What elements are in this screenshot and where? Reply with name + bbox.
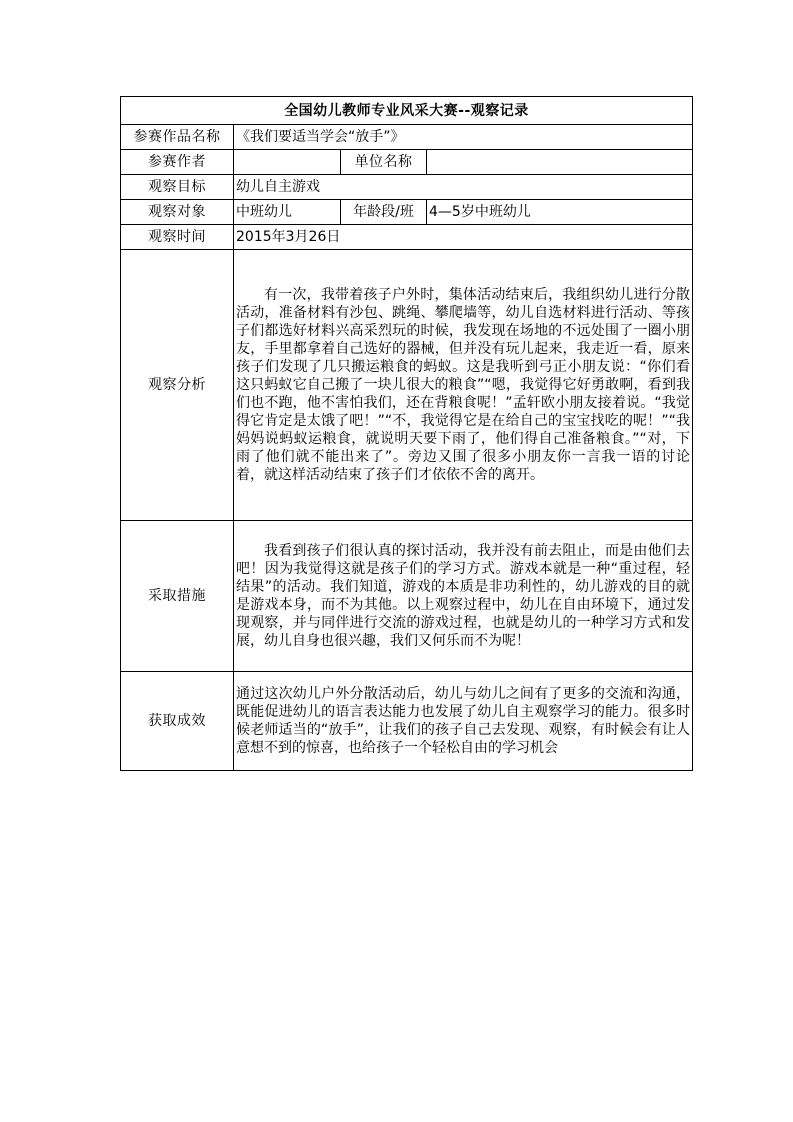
author-value	[234, 150, 341, 175]
results-cell	[234, 672, 693, 771]
results-text: 通过这次幼儿户外分散活动后，幼儿与幼儿之间有了更多的交流和沟通，既能促进幼儿的语言表达能力也发展了幼儿自主观察学习的能力。很多时候老师适当的“放手”，让我们的孩子自己去发现、观察，有时候会有让人意想不到的惊喜，也给孩子一个轻松自由的学习机会	[236, 686, 691, 756]
unit-name-value	[427, 150, 693, 175]
age-group-value: 4—5岁中班幼儿	[427, 200, 693, 225]
measures-text: 我看到孩子们很认真的探讨活动，我并没有前去阻止，而是由他们去吧！因为我觉得这就是孩子们的学习方式。游戏本就是一种“重过程，轻结果”的活动。我们知道，游戏的本质是非功利性的，幼儿游戏的目的就是游戏本身，而不为其他。以上观察过程中，幼儿在自由环境下，通过发现观察，并与同伴进行交流的游戏过程，也就是幼儿的一种学习方式和发展，幼儿自身也很兴趣，我们又何乐而不为呢！	[236, 543, 691, 649]
observation-record-table	[120, 96, 693, 771]
measures-label: 采取措施	[121, 521, 234, 672]
analysis-label: 观察分析	[121, 250, 234, 521]
results-label: 获取成效	[121, 672, 234, 771]
work-name-value: 《我们要适当学会“放手”》	[234, 125, 693, 150]
unit-name-label: 单位名称	[341, 150, 427, 175]
measures-cell	[234, 521, 693, 672]
author-label: 参赛作者	[121, 150, 234, 175]
analysis-cell	[234, 250, 693, 521]
record-title: 全国幼儿教师专业风采大赛--观察记录	[121, 97, 693, 125]
age-group-label: 年龄段/班	[341, 200, 427, 225]
analysis-text: 有一次，我带着孩子户外时，集体活动结束后，我组织幼儿进行分散活动，准备材料有沙包、跳绳、攀爬墙等，幼儿自选材料进行活动、等孩子们都选好材料兴高采烈玩的时候，我发现在场地的不远处围了一圈小朋友，手里都拿着自己选好的器械，但并没有玩儿起来，我走近一看，原来孩子们发现了几只搬运粮食的蚂蚁。这是我听到弓正小朋友说：“你们看这只蚂蚁它自己搬了一块儿很大的粮食”“嗯，我觉得它好勇敢啊，看到我们也不跑，他不害怕我们，还在背粮食呢！”孟轩欧小朋友接着说。“我觉得它肯定是太饿了吧！”“不，我觉得它是在给自己的宝宝找吃的呢！”“我妈妈说蚂蚁运粮食，就说明天要下雨了，他们得自己准备粮食。”“对，下雨了他们就不能出来了”。旁边又围了很多小朋友你一言我一语的讨论着，就这样活动结束了孩子们才依依不舍的离开。	[236, 287, 691, 483]
object-value: 中班幼儿	[234, 200, 341, 225]
work-name-label: 参赛作品名称	[121, 125, 234, 150]
object-label: 观察对象	[121, 200, 234, 225]
time-label: 观察时间	[121, 225, 234, 250]
time-value: 2015年3月26日	[234, 225, 693, 250]
goal-value: 幼儿自主游戏	[234, 175, 693, 200]
goal-label: 观察目标	[121, 175, 234, 200]
